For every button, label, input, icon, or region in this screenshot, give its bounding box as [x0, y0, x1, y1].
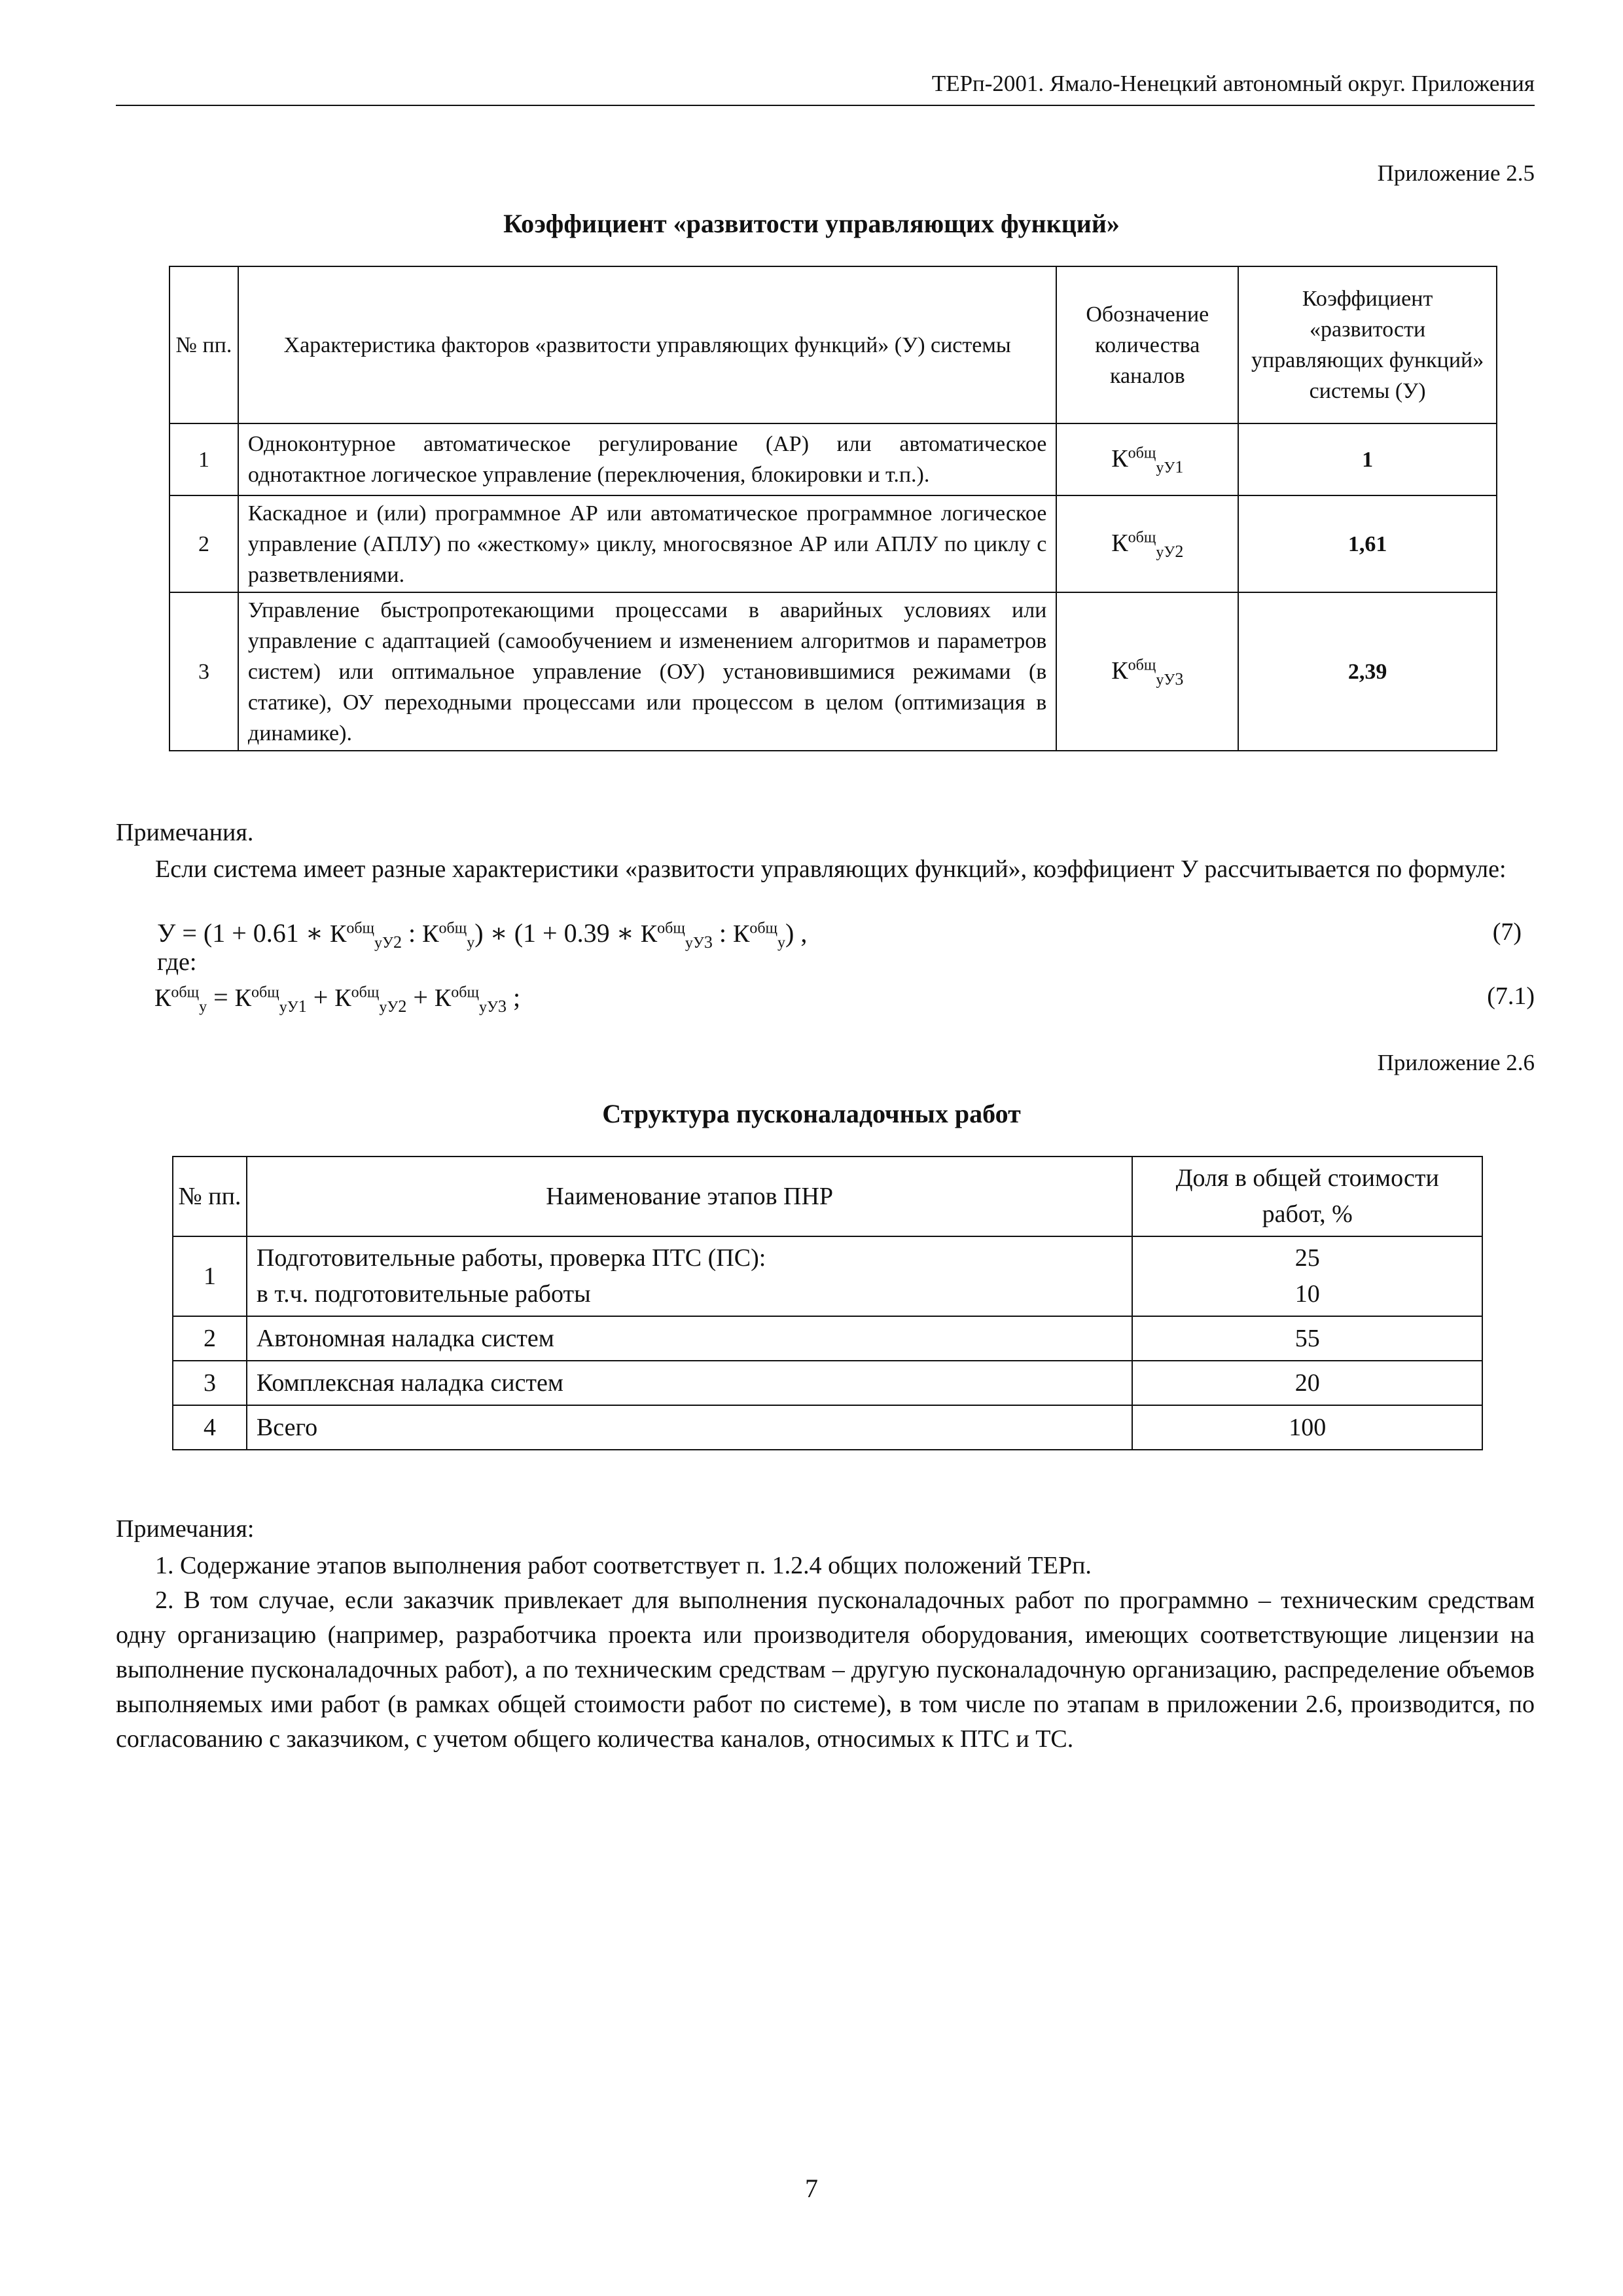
row-coefficient-value: 1,61	[1238, 495, 1497, 592]
row-characteristic: Управление быстропротекающими процессами в аварийных условиях или управление с адаптацией (самообучением и изменением алгоритмов и параметров систем) или оптимальное управление (ОУ) установившимися режимами (в статике), ОУ переходными процессами или процессом в целом (оптимизация в динамике).	[238, 592, 1056, 751]
row-name-sub: в т.ч. подготовительные работы	[256, 1280, 591, 1308]
k-symbol: $К^{общ}_{уУ2}$	[1111, 529, 1184, 561]
appendix-label-2-5: Приложение 2.5	[1377, 160, 1535, 186]
table-row	[173, 1361, 1482, 1405]
row-num: 3	[173, 1361, 247, 1405]
table-header-row	[173, 1157, 1482, 1236]
table-row	[169, 423, 1497, 495]
col-header-name: Наименование этапов ПНР	[247, 1157, 1133, 1236]
notes-heading-2-6: Примечания:	[116, 1515, 255, 1543]
k-symbol: $К^{общ}_{уУ1}$	[1111, 444, 1184, 476]
table-row	[169, 592, 1497, 751]
table-row	[173, 1405, 1482, 1450]
row-name: Комплексная наладка систем	[247, 1361, 1133, 1405]
row-coefficient-value: 2,39	[1238, 592, 1497, 751]
row-num: 1	[173, 1236, 247, 1316]
row-num: 2	[169, 495, 238, 592]
section-title-2-5: Коэффициент «развитости управляющих функций»	[503, 209, 1120, 238]
row-num: 4	[173, 1405, 247, 1450]
row-characteristic: Каскадное и (или) программное АР или автоматическое программное логическое управление (АПЛУ) по «жесткому» циклу, многосвязное АР или АПЛУ по циклу с разветвлениями.	[238, 495, 1056, 592]
note-text-2-5: Если система имеет разные характеристики «развитости управляющих функций», коэффициент У рассчитывается по формуле:	[155, 855, 1507, 883]
row-share-sub: 10	[1294, 1280, 1320, 1308]
formula-7: У = (1 + 0.61 ∗ $К^{общ}_{уУ2}$ : $К^{общ}_у$) ∗ (1 + 0.39 ∗ $К^{общ}_{уУ3}$ : $К^{общ}_у$) ,	[157, 918, 808, 952]
appendix-label-2-6: Приложение 2.6	[1377, 1050, 1535, 1075]
section-title-2-6: Структура пусконаладочных работ	[602, 1099, 1021, 1128]
col-header-share: Доля в общей стоимости работ, %	[1132, 1157, 1482, 1236]
coefficient-table	[169, 266, 1497, 751]
running-header: ТЕРп-2001. Ямало-Ненецкий автономный округ. Приложения	[931, 71, 1535, 96]
col-header-num: № пп.	[173, 1157, 247, 1236]
row-num: 2	[173, 1316, 247, 1361]
table-row	[173, 1316, 1482, 1361]
row-share-main: 25	[1294, 1244, 1320, 1272]
note-2-2-6: 2. В том случае, если заказчик привлекает для выполнения пусконаладочных работ по программно – техническим средствам одну организацию (например, разработчика проекта или производителя оборудования, имеющих соответствующие лицензии на выполнение пусконаладочных работ), а по техническим средствам – другую пусконаладочную организацию, распределение объемов выполняемых ими работ (в рамках общей стоимости работ по системе), в том числе по этапам в приложении 2.6, производится, по согласованию с заказчиком, с учетом общего количества каналов, относимых к ПТС и ТС.	[116, 1587, 1535, 1753]
row-designation	[1056, 592, 1238, 751]
row-num: 3	[169, 592, 238, 751]
formula-7-1-number: (7.1)	[1487, 982, 1535, 1010]
col-header-characteristic: Характеристика факторов «развитости управляющих функций» (У) системы	[238, 266, 1056, 423]
pnr-structure-table	[172, 1156, 1483, 1450]
row-characteristic: Одноконтурное автоматическое регулирование (АР) или автоматическое однотактное логическое управление (переключения, блокировки и т.п.).	[238, 423, 1056, 495]
col-header-designation: Обозначение количества каналов	[1056, 266, 1238, 423]
row-name	[247, 1236, 1133, 1316]
row-coefficient-value: 1	[1238, 423, 1497, 495]
table-row	[169, 495, 1497, 592]
col-header-num: № пп.	[169, 266, 238, 423]
k-symbol: $К^{общ}_{уУ3}$	[1111, 656, 1184, 689]
row-share: 100	[1132, 1405, 1482, 1450]
row-share: 55	[1132, 1316, 1482, 1361]
row-name: Автономная наладка систем	[247, 1316, 1133, 1361]
row-designation	[1056, 495, 1238, 592]
table-header-row	[169, 266, 1497, 423]
row-name: Всего	[247, 1405, 1133, 1450]
where-label: где:	[157, 948, 197, 976]
table-row	[173, 1236, 1482, 1316]
row-num: 1	[169, 423, 238, 495]
row-name-main: Подготовительные работы, проверка ПТС (ПС):	[256, 1244, 766, 1272]
row-share	[1132, 1236, 1482, 1316]
note-1-2-6: 1. Содержание этапов выполнения работ соответствует п. 1.2.4 общих положений ТЕРп.	[155, 1552, 1092, 1579]
col-header-coefficient: Коэффициент «развитости управляющих функций» системы (У)	[1238, 266, 1497, 423]
formula-7-1: $К^{общ}_у = К^{общ}_{уУ1} + К^{общ}_{уУ2} + К^{общ}_{уУ3}$ ;	[154, 982, 521, 1016]
formula-7-number: (7)	[1492, 918, 1522, 946]
row-designation	[1056, 423, 1238, 495]
notes-heading-2-5: Примечания.	[116, 819, 254, 846]
page-number: 7	[805, 2174, 818, 2203]
header-rule	[116, 105, 1535, 106]
row-share: 20	[1132, 1361, 1482, 1405]
